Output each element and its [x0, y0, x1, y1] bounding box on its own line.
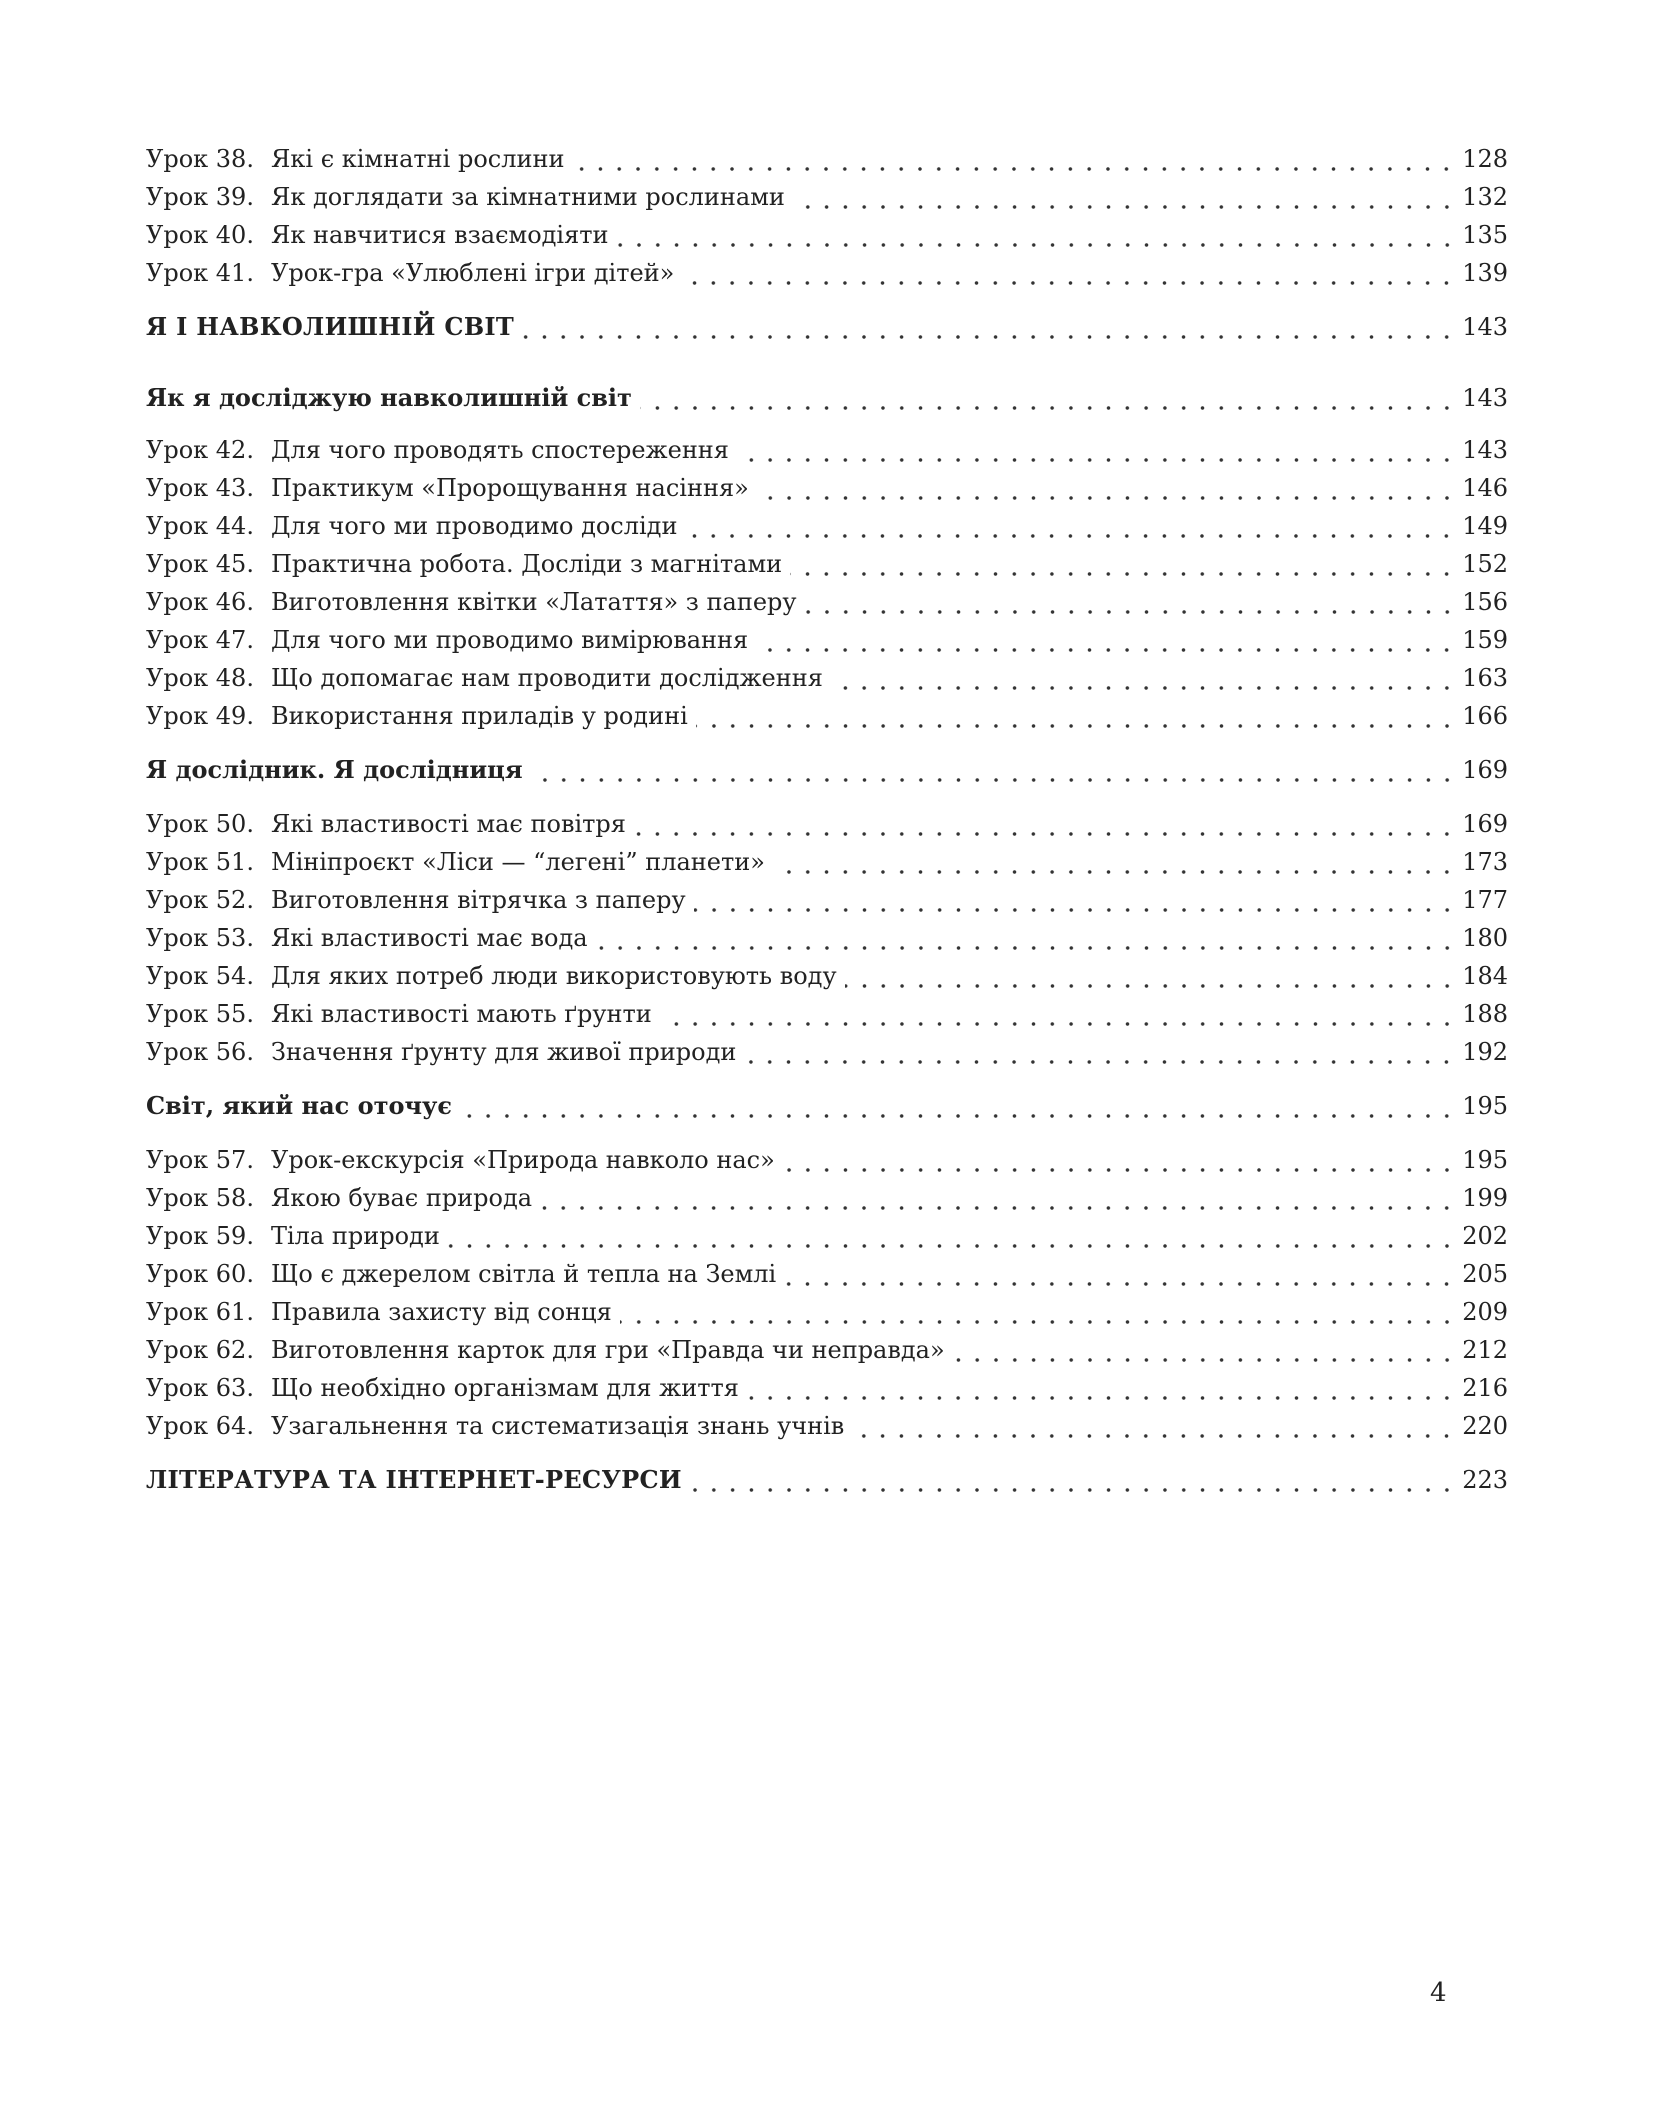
toc-lesson-row [146, 996, 1508, 1032]
toc-lesson-row [146, 698, 1508, 734]
dot-leader [596, 920, 1457, 956]
lesson-number: Урок 50. [146, 810, 254, 838]
entry-page-number: 139 [1462, 259, 1508, 287]
entry-title: Виготовлення карток для гри «Правда чи неправда» [271, 1336, 945, 1364]
toc-lesson-row [146, 1294, 1508, 1330]
entry-page-number: 195 [1462, 1146, 1508, 1174]
toc-lesson-row [146, 660, 1508, 696]
lesson-number: Урок 53. [146, 924, 254, 952]
dot-leader [660, 996, 1456, 1032]
entry-title: Урок-гра «Улюблені ігри дітей» [271, 259, 675, 287]
entry-page-number: 156 [1462, 588, 1508, 616]
lesson-number: Урок 41. [146, 259, 254, 287]
dot-leader [690, 1462, 1456, 1498]
toc-lesson-row [146, 217, 1508, 253]
toc-subsection-row [146, 1088, 1508, 1124]
entry-page-number: 195 [1462, 1092, 1508, 1120]
dot-leader [620, 1294, 1456, 1330]
entry-title: Практична робота. Досліди з магнітами [271, 550, 783, 578]
dot-leader [773, 844, 1456, 880]
entry-page-number: 220 [1462, 1412, 1508, 1440]
entry-page-number: 143 [1462, 436, 1508, 464]
entry-title: ЛІТЕРАТУРА ТА ІНТЕРНЕТ-РЕСУРСИ [146, 1465, 682, 1494]
entry-page-number: 212 [1462, 1336, 1508, 1364]
dot-leader [831, 660, 1456, 696]
entry-title: Які властивості має вода [271, 924, 588, 952]
lesson-number: Урок 47. [146, 626, 254, 654]
entry-title: Практикум «Пророщування насіння» [271, 474, 749, 502]
toc-lesson-row [146, 179, 1508, 215]
toc-lesson-row [146, 882, 1508, 918]
toc-lesson-row [146, 1370, 1508, 1406]
dot-leader [531, 752, 1457, 788]
toc-lesson-row [146, 1408, 1508, 1444]
lesson-number: Урок 46. [146, 588, 254, 616]
dot-leader [783, 1142, 1456, 1178]
dot-leader [744, 1034, 1456, 1070]
entry-title: Правила захисту від сонця [271, 1298, 612, 1326]
lesson-number: Урок 60. [146, 1260, 254, 1288]
entry-page-number: 188 [1462, 1000, 1508, 1028]
entry-title: Які властивості мають ґрунти [271, 1000, 652, 1028]
entry-page-number: 146 [1462, 474, 1508, 502]
toc-lesson-row [146, 1034, 1508, 1070]
dot-leader [747, 1370, 1456, 1406]
entry-page-number: 128 [1462, 145, 1508, 173]
lesson-number: Урок 55. [146, 1000, 254, 1028]
entry-title: Я І НАВКОЛИШНІЙ СВІТ [146, 312, 515, 341]
toc-lesson-row [146, 546, 1508, 582]
toc-lesson-row [146, 1180, 1508, 1216]
dot-leader [540, 1180, 1456, 1216]
entry-title: Для чого ми проводимо вимірювання [271, 626, 749, 654]
entry-page-number: 216 [1462, 1374, 1508, 1402]
lesson-number: Урок 52. [146, 886, 254, 914]
entry-page-number: 209 [1462, 1298, 1508, 1326]
entry-title: Які є кімнатні рослини [271, 145, 565, 173]
toc-lesson-row [146, 958, 1508, 994]
toc-lesson-row [146, 470, 1508, 506]
entry-page-number: 152 [1462, 550, 1508, 578]
entry-page-number: 143 [1462, 313, 1508, 341]
entry-title: Урок-екскурсія «Природа навколо нас» [271, 1146, 775, 1174]
entry-title: Для чого ми проводимо досліди [271, 512, 678, 540]
entry-page-number: 135 [1462, 221, 1508, 249]
entry-title: Я дослідник. Я дослідниця [146, 755, 523, 784]
dot-leader [640, 380, 1456, 416]
dot-leader [696, 698, 1456, 734]
lesson-number: Урок 44. [146, 512, 254, 540]
entry-title: Як доглядати за кімнатними рослинами [271, 183, 785, 211]
dot-leader [460, 1088, 1456, 1124]
dot-leader [634, 806, 1456, 842]
entry-page-number: 199 [1462, 1184, 1508, 1212]
dot-leader [448, 1218, 1456, 1254]
toc-lesson-row [146, 806, 1508, 842]
toc-lesson-row [146, 1218, 1508, 1254]
dot-leader [845, 958, 1457, 994]
entry-title: Для яких потреб люди використовують воду [271, 962, 837, 990]
entry-page-number: 223 [1462, 1466, 1508, 1494]
entry-page-number: 205 [1462, 1260, 1508, 1288]
entry-page-number: 184 [1462, 962, 1508, 990]
lesson-number: Урок 59. [146, 1222, 254, 1250]
dot-leader [737, 432, 1456, 468]
entry-title: Якою буває природа [271, 1184, 533, 1212]
dot-leader [793, 179, 1456, 215]
lesson-number: Урок 64. [146, 1412, 254, 1440]
entry-title: Використання приладів у родині [271, 702, 688, 730]
toc-lesson-row [146, 508, 1508, 544]
dot-leader [694, 882, 1457, 918]
entry-title: Виготовлення квітки «Латаття» з паперу [271, 588, 797, 616]
lesson-number: Урок 57. [146, 1146, 254, 1174]
lesson-number: Урок 42. [146, 436, 254, 464]
toc-lesson-row [146, 141, 1508, 177]
entry-page-number: 192 [1462, 1038, 1508, 1066]
lesson-number: Урок 43. [146, 474, 254, 502]
entry-title: Виготовлення вітрячка з паперу [271, 886, 686, 914]
lesson-number: Урок 62. [146, 1336, 254, 1364]
dot-leader [685, 508, 1456, 544]
entry-page-number: 202 [1462, 1222, 1508, 1250]
lesson-number: Урок 45. [146, 550, 254, 578]
toc-lesson-row [146, 1256, 1508, 1292]
lesson-number: Урок 54. [146, 962, 254, 990]
entry-title: Як навчитися взаємодіяти [271, 221, 609, 249]
entry-title: Світ, який нас оточує [146, 1091, 453, 1120]
lesson-number: Урок 51. [146, 848, 254, 876]
dot-leader [757, 470, 1456, 506]
entry-title: Що необхідно організмам для життя [271, 1374, 739, 1402]
lesson-number: Урок 48. [146, 664, 254, 692]
toc-lesson-row [146, 255, 1508, 291]
toc-subsection-row [146, 752, 1508, 788]
entry-title: Які властивості має повітря [271, 810, 626, 838]
entry-title: Як я досліджую навколишній світ [146, 383, 632, 412]
entry-page-number: 180 [1462, 924, 1508, 952]
page-number: 4 [1430, 1978, 1447, 2008]
dot-leader [756, 622, 1456, 658]
lesson-number: Урок 38. [146, 145, 254, 173]
toc-lesson-row [146, 1332, 1508, 1368]
entry-title: Узагальнення та систематизація знань учнів [271, 1412, 845, 1440]
lesson-number: Урок 40. [146, 221, 254, 249]
dot-leader [617, 217, 1457, 253]
dot-leader [790, 546, 1456, 582]
lesson-number: Урок 56. [146, 1038, 254, 1066]
lesson-number: Урок 49. [146, 702, 254, 730]
toc-lesson-row [146, 432, 1508, 468]
entry-title: Значення ґрунту для живої природи [271, 1038, 737, 1066]
toc-lesson-row [146, 844, 1508, 880]
toc-lesson-row [146, 584, 1508, 620]
dot-leader [682, 255, 1456, 291]
entry-page-number: 169 [1462, 810, 1508, 838]
toc-lesson-row [146, 622, 1508, 658]
dot-leader [522, 309, 1456, 345]
entry-page-number: 169 [1462, 756, 1508, 784]
entry-title: Що допомагає нам проводити дослідження [271, 664, 823, 692]
dot-leader [784, 1256, 1456, 1292]
entry-page-number: 132 [1462, 183, 1508, 211]
lesson-number: Урок 58. [146, 1184, 254, 1212]
dot-leader [572, 141, 1456, 177]
lesson-number: Урок 63. [146, 1374, 254, 1402]
entry-page-number: 173 [1462, 848, 1508, 876]
entry-page-number: 163 [1462, 664, 1508, 692]
entry-title: Мініпроєкт «Ліси — “легені” планети» [271, 848, 765, 876]
entry-page-number: 149 [1462, 512, 1508, 540]
dot-leader [852, 1408, 1456, 1444]
entry-page-number: 143 [1462, 384, 1508, 412]
toc-lesson-row [146, 1142, 1508, 1178]
entry-page-number: 177 [1462, 886, 1508, 914]
toc-lesson-row [146, 920, 1508, 956]
entry-page-number: 166 [1462, 702, 1508, 730]
entry-title: Тіла природи [271, 1222, 440, 1250]
lesson-number: Урок 61. [146, 1298, 254, 1326]
toc-section-row [146, 309, 1508, 345]
dot-leader [805, 584, 1457, 620]
lesson-number: Урок 39. [146, 183, 254, 211]
entry-title: Що є джерелом світла й тепла на Землі [271, 1260, 777, 1288]
entry-title: Для чого проводять спостереження [271, 436, 729, 464]
toc-section-row [146, 1462, 1508, 1498]
entry-page-number: 159 [1462, 626, 1508, 654]
toc-subsection-row [146, 380, 1508, 416]
dot-leader [953, 1332, 1457, 1368]
